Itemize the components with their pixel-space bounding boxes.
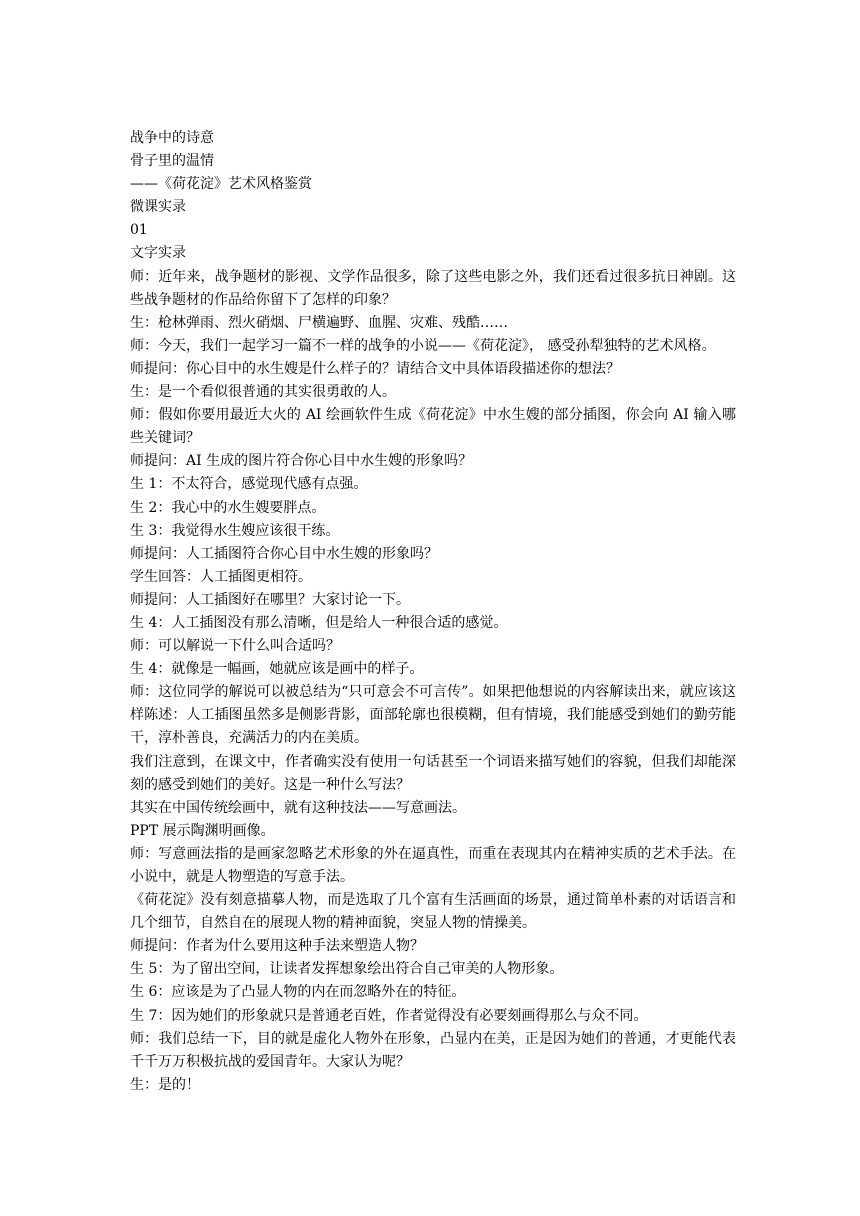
paragraph: 师提问：作者为什么要用这种手法来塑造人物？ bbox=[130, 938, 424, 955]
paragraph: 生 3：我觉得水生嫂应该很干练。 bbox=[130, 522, 340, 539]
paragraph: 师：今天，我们一起学习一篇不一样的战争的小说——《荷花淀》， 感受孙犁独特的艺术风格。 bbox=[130, 337, 716, 354]
paragraph: 师提问：你心目中的水生嫂是什么样子的？请结合文中具体语段描述你的想法？ bbox=[130, 360, 620, 377]
section-heading: 文字实录 bbox=[130, 245, 186, 262]
paragraph: 学生回答：人工插图更相符。 bbox=[130, 568, 312, 585]
document-body bbox=[130, 127, 736, 1097]
paragraph: 生 7：因为她们的形象就只是普通老百姓，作者觉得没有必要刻画得那么与众不同。 bbox=[130, 1007, 648, 1024]
paragraph: 师提问：AI 生成的图片符合你心目中水生嫂的形象吗？ bbox=[130, 453, 473, 470]
paragraph: 师：可以解说一下什么叫合适吗？ bbox=[130, 638, 340, 655]
section-number: 01 bbox=[130, 222, 148, 239]
paragraph: 生 1：不太符合，感觉现代感有点强。 bbox=[130, 476, 368, 493]
paragraph: 生：是的！ bbox=[130, 1076, 200, 1093]
paragraph: 生 4：就像是一幅画，她就应该是画中的样子。 bbox=[130, 661, 424, 678]
paragraph: 生：是一个看似很普通的其实很勇敢的人。 bbox=[130, 384, 396, 401]
paragraph: 生 6：应该是为了凸显人物的内在而忽略外在的特征。 bbox=[130, 984, 466, 1001]
paragraph: PPT 展示陶渊明画像。 bbox=[130, 822, 275, 839]
paragraph: 我们注意到，在课文中，作者确实没有使用一句话甚至一个词语来描写她们的容貌，但我们却能深刻的感受到她们的美好。这是一种什么写法？ bbox=[130, 753, 736, 793]
paragraph: 师：写意画法指的是画家忽略艺术形象的外在逼真性，而重在表现其内在精神实质的艺术手法。在小说中，就是人物塑造的写意手法。 bbox=[130, 845, 736, 885]
paragraph: 师提问：人工插图好在哪里？大家讨论一下。 bbox=[130, 591, 410, 608]
section-label: 微课实录 bbox=[130, 199, 186, 216]
paragraph: 其实在中国传统绘画中，就有这种技法——写意画法。 bbox=[130, 799, 466, 816]
subtitle-line: 骨子里的温情 bbox=[130, 153, 214, 170]
paragraph: 师：假如你要用最近大火的 AI 绘画软件生成《荷花淀》中水生嫂的部分插图，你会向 AI 输入哪些关键词？ bbox=[130, 407, 736, 447]
paragraph: 生：枪林弹雨、烈火硝烟、尸横遍野、血腥、灾难、残酷…… bbox=[130, 314, 508, 331]
title-line: 战争中的诗意 bbox=[130, 130, 214, 146]
paragraph: 师：这位同学的解说可以被总结为“只可意会不可言传”。如果把他想说的内容解读出来，就应该这样陈述：人工插图虽然多是侧影背影，面部轮廓也很模糊，但有情境，我们能感受到她们的勤劳能干，淳朴善良，充满活力的内在美质。 bbox=[130, 684, 736, 747]
subtitle-line: ——《荷花淀》艺术风格鉴赏 bbox=[130, 176, 312, 193]
paragraph: 生 2：我心中的水生嫂要胖点。 bbox=[130, 499, 326, 516]
paragraph: 师：我们总结一下，目的就是虚化人物外在形象，凸显内在美，正是因为她们的普通，才更能代表千千万万积极抗战的爱国青年。大家认为呢？ bbox=[130, 1030, 736, 1070]
paragraph: 生 4：人工插图没有那么清晰，但是给人一种很合适的感觉。 bbox=[130, 614, 508, 631]
paragraph: 《荷花淀》没有刻意描摹人物，而是选取了几个富有生活画面的场景，通过简单朴素的对话语言和几个细节，自然自在的展现人物的精神面貌，突显人物的情操美。 bbox=[130, 892, 736, 932]
paragraph: 生 5：为了留出空间，让读者发挥想象绘出符合自己审美的人物形象。 bbox=[130, 961, 564, 978]
paragraph: 师：近年来，战争题材的影视、文学作品很多，除了这些电影之外，我们还看过很多抗日神剧。这些战争题材的作品给你留下了怎样的印象？ bbox=[130, 268, 736, 308]
paragraph: 师提问：人工插图符合你心目中水生嫂的形象吗？ bbox=[130, 545, 438, 562]
